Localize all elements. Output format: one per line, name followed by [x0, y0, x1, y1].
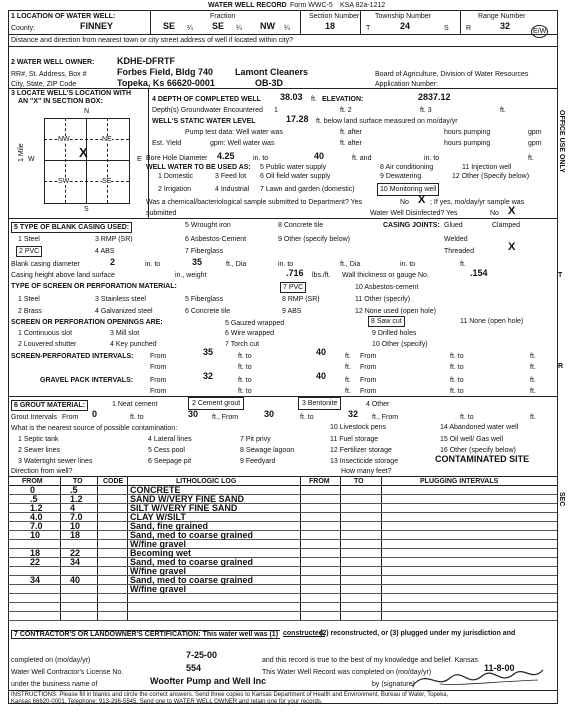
gravel-ft-to-3: ft. to [238, 388, 252, 395]
log-row-description: Becoming wet [130, 548, 192, 558]
log-header-from: FROM [22, 478, 43, 485]
log-row-from: 34 [30, 575, 41, 585]
height-in: in., weight [175, 272, 207, 279]
mile-label: 1 Mile [18, 143, 25, 162]
application-label: Application Number: [375, 81, 439, 88]
yield-after: ft. after [340, 140, 362, 147]
owner-ob: OB-3D [255, 78, 284, 88]
compass-e: E [137, 156, 142, 163]
perf-ft-to-2: ft. to [450, 353, 464, 360]
perf-from-label-3: From [150, 364, 167, 371]
screen-stainless: 3 Stainless steel [95, 296, 146, 303]
yield-hours: hours pumping [444, 140, 491, 147]
perf-label: SCREEN-PERFORATED INTERVALS: [11, 353, 134, 360]
screen-steel: 1 Steel [18, 296, 40, 303]
county-value: FINNEY [80, 21, 114, 31]
disinfected-no: No [490, 210, 499, 217]
range-label: Range Number [478, 13, 526, 20]
instructions-1: INSTRUCTIONS: Please fill in blanks and circle the correct answers. Send three copies to Kansas Department of Health and Environment, Bureau of Water, Topeka, [11, 692, 449, 698]
gravel-ft-3: ft. [345, 388, 351, 395]
contaminated-site: CONTAMINATED SITE [435, 454, 530, 464]
grout-ft-to-3: ft. to [460, 414, 474, 421]
joint-clamped: Clamped [492, 222, 521, 229]
section3-label: 3 LOCATE WELL'S LOCATION WITH [11, 90, 132, 97]
how-many-label: How many feet? [341, 468, 392, 475]
static-level: 17.28 [286, 114, 309, 124]
contam-4: 4 Lateral lines [148, 436, 192, 443]
owner-city: Topeka, Ks 66620-0001 [117, 78, 215, 88]
grout-other: 4 Other [366, 401, 390, 408]
perf-ft: ft. [345, 353, 351, 360]
screen-brass: 2 Brass [18, 308, 42, 315]
gravel-from: 32 [203, 371, 214, 381]
log-row-from: 7.0 [30, 521, 43, 531]
screen-fiberglass: 5 Fiberglass [185, 296, 224, 303]
yield-gpm: gpm: Well water was [210, 140, 275, 147]
opening-none: 11 None (open hole) [460, 318, 524, 325]
log-row-description: Sand, med to coarse grained [130, 557, 254, 567]
screen-pvc: 7 PVC [280, 282, 306, 293]
contam-10: 10 Livestock pens [330, 424, 387, 431]
contam-label: What is the nearest source of possible contamination: [11, 425, 178, 432]
casing-pvc: 2 PVC [16, 246, 42, 257]
quadrant-sw: SW [58, 178, 70, 185]
chem-tail: ; If yes, mo/day/yr sample was [430, 199, 525, 206]
township-t: T [366, 25, 371, 32]
contam-5: 5 Cess pool [148, 447, 185, 454]
contam-12: 12 Fertilizer storage [330, 447, 392, 454]
form-title: WATER WELL RECORD [208, 2, 287, 9]
township-s: S [444, 25, 449, 32]
log-row-to: .5 [70, 485, 78, 495]
screen-asbestos: 10 Asbestos-cement [355, 284, 419, 291]
perf-from-label-4: From [360, 364, 377, 371]
grout-intervals-label: Grout Intervals [11, 414, 57, 421]
grout-from-2: 30 [264, 409, 275, 419]
township-value: 24 [400, 21, 411, 31]
log-row-description: Sand, med to coarse grained [130, 530, 254, 540]
perf-from-label: From [150, 353, 167, 360]
log-row-from: 4.0 [30, 512, 43, 522]
weight-value: .716 [286, 268, 304, 278]
owner-address: Forbes Field, Bldg 740 [117, 67, 214, 77]
log-row-description: SILT W/VERY FINE SAND [130, 503, 238, 513]
thickness-value: .154 [470, 268, 488, 278]
contam-14: 14 Abandoned water well [440, 424, 519, 431]
side-sec: SEC [558, 492, 565, 507]
grout-ft: ft. [530, 414, 536, 421]
log-row-from: 0 [30, 485, 36, 495]
opening-saw: 8 Saw cut [368, 316, 405, 327]
log-row-description: W/fine gravel [130, 566, 187, 576]
distance-label: Distance and direction from nearest town or city street address of well if located within city? [11, 37, 294, 44]
diam-in-to-3: in. to [400, 261, 416, 268]
gravel-from-label: From [150, 377, 167, 384]
business-label: under the business name of [11, 681, 98, 688]
log-row-to: 10 [70, 521, 81, 531]
log-row-from: 18 [30, 548, 41, 558]
perf-from: 35 [203, 347, 214, 357]
contam-9: 9 Feedyard [240, 458, 276, 465]
log-header-to: TO [73, 478, 83, 485]
grout-bentonite: 3 Bentonite [298, 397, 341, 410]
diam-value: 2 [110, 257, 116, 267]
log-row-to: 40 [70, 575, 81, 585]
joints-label: CASING JOINTS: [383, 222, 440, 229]
diam-in-to: in. to [145, 261, 161, 268]
contam-2: 2 Sewer lines [18, 447, 61, 454]
section-box [44, 118, 130, 204]
well-depth: 38.03 [280, 92, 303, 102]
log-row-to: 4 [70, 503, 76, 513]
gravel-ft-4: ft. [530, 388, 536, 395]
submitted-label: submitted [146, 210, 177, 217]
opening-key: 4 Key punched [110, 341, 157, 348]
section-number-value: 18 [325, 21, 336, 31]
ksa-reference: KSA 82a-1212 [340, 2, 386, 9]
log-row-description: SAND W/VERY FINE SAND [130, 494, 245, 504]
chem-label: Was a chemical/bacteriological sample submitted to Department? Yes [146, 199, 363, 206]
grout-ft-to-2: ft. to [300, 414, 314, 421]
side-r: R [558, 363, 564, 370]
log-row-description: Sand, med to coarse grained [130, 575, 254, 585]
section5-label: 5 TYPE OF BLANK CASING USED: [11, 222, 132, 233]
instructions-2: Kansas 66620-0001. Telephone: 913-296-5545. Send one to WATER WELL OWNER and retain one for your records. [11, 699, 323, 705]
screen-galvanized: 4 Galvanized steel [95, 308, 153, 315]
casing-steel: 1 Steel [18, 236, 40, 243]
gravel-from-label-3: From [150, 388, 167, 395]
contam-15: 15 Oil well/ Gas well [440, 436, 504, 443]
board-label: Board of Agriculture, Division of Water Resources [375, 71, 529, 78]
openings-label: SCREEN OR PERFORATION OPENINGS ARE: [11, 319, 163, 326]
perf-ft-3: ft. [345, 364, 351, 371]
use-12: 12 Other (Specify below) [452, 173, 530, 180]
joint-welded: Welded [444, 236, 468, 243]
bore-ft: ft. [528, 155, 534, 162]
section1-label: 1 LOCATION OF WATER WELL: [11, 13, 116, 20]
yield-label: Est. Yield [152, 140, 182, 147]
use-1: 1 Domestic [158, 173, 194, 180]
log-header-plugging: PLUGGING INTERVALS [420, 478, 499, 485]
gw-ft-2: ft. 3 [420, 107, 432, 114]
license-label: Water Well Contractor's License No. [11, 669, 124, 676]
grout-ft-from: ft., From [212, 414, 239, 421]
cert-line2b: and this record is true to the best of my knowledge and belief. Kansas [262, 657, 478, 664]
section-number-label: Section Number [309, 13, 360, 20]
owner-business: Lamont Cleaners [235, 67, 309, 77]
pump-hours: hours pumping [444, 129, 491, 136]
disinfected-x: X [508, 205, 516, 217]
record-date: 11-8-00 [484, 663, 515, 673]
joint-threaded: Threaded [444, 248, 474, 255]
diam-label: Blank casing diameter [11, 261, 80, 268]
diam-to: 35 [192, 257, 203, 267]
screen-abs: 9 ABS [282, 308, 302, 315]
range-ew: E/W [531, 25, 548, 38]
gravel-label: GRAVEL PACK INTERVALS: [40, 377, 134, 384]
log-header-from-2: FROM [309, 478, 330, 485]
bore-in-to: in. to [253, 155, 269, 162]
diam-ft-dia-2: ft., Dia [340, 261, 361, 268]
screen-other: 11 Other (specify) [355, 296, 411, 303]
perf-ft-to: ft. to [238, 353, 252, 360]
log-row-to: 7.0 [70, 512, 83, 522]
elevation-label: ELEVATION: [322, 96, 364, 103]
diam-in-to-2: in. to [278, 261, 294, 268]
gw-label: Depth(s) Groundwater Encountered [152, 107, 263, 114]
gw-ft-3: ft. [500, 107, 506, 114]
height-label: Casing height above land surface [11, 272, 115, 279]
log-row-to: 34 [70, 557, 81, 567]
gw-ft-1: ft. 2 [340, 107, 352, 114]
casing-fiberglass: 7 Fiberglass [185, 248, 224, 255]
gravel-ft-to: ft. to [238, 377, 252, 384]
section2-label: 2 WATER WELL OWNER: [11, 59, 95, 66]
log-row-to: 18 [70, 530, 81, 540]
contam-6: 6 Seepage pit [148, 458, 192, 465]
contam-16: 16 Other (specify below) [440, 447, 516, 454]
side-t: T [558, 272, 563, 279]
bore-diameter: 4.25 [217, 151, 235, 161]
casing-rmp: 3 RMP (SR) [95, 236, 133, 243]
gravel-from-label-2: From [360, 377, 377, 384]
depth-ft: ft. [311, 96, 317, 103]
compass-s: S [84, 206, 89, 213]
casing-other: 9 Other (specify below) [278, 236, 350, 243]
chem-no-x: X [418, 194, 426, 206]
compass-n: N [84, 108, 90, 115]
use-10: 10 Monitoring well [377, 183, 439, 196]
opening-other: 10 Other (specify) [372, 341, 428, 348]
casing-wrought: 5 Wrought iron [185, 222, 231, 229]
log-header-code: CODE [103, 478, 124, 485]
quadrant-se: SE [102, 178, 112, 185]
range-r: R [466, 25, 472, 32]
quarter-mark-3: ¼ [284, 25, 290, 32]
cert-line1b: (2) reconstructed, or (3) plugged under my jurisdiction and [320, 630, 516, 637]
use-label: WELL WATER TO BE USED AS: [146, 164, 251, 171]
static-label: WELL'S STATIC WATER LEVEL [152, 118, 256, 125]
office-use-only: OFFICE USE ONLY [558, 110, 565, 173]
casing-asbestos: 6 Asbestos-Cement [185, 236, 247, 243]
opening-louvered: 2 Louvered shutter [18, 341, 77, 348]
pump-label: Pump test data: Well water was [185, 129, 283, 136]
opening-continuous: 1 Continuous slot [18, 330, 73, 337]
gravel-from-label-4: From [360, 388, 377, 395]
weight-lbs: lbs./ft. [312, 272, 331, 279]
casing-abs: 4 ABS [95, 248, 115, 255]
perf-ft-to-4: ft. to [450, 364, 464, 371]
use-11: 11 Injection well [462, 164, 512, 171]
quarter-2: SE [212, 21, 225, 31]
contam-11: 11 Fuel storage [330, 436, 379, 443]
perf-ft-to-3: ft. to [238, 364, 252, 371]
screen-none: 12 None used (open hole) [355, 308, 436, 315]
gravel-ft: ft. [345, 377, 351, 384]
use-5: 5 Public water supply [260, 164, 327, 171]
perf-to: 40 [316, 347, 327, 357]
threaded-x: X [508, 241, 516, 253]
contam-7: 7 Pit privy [240, 436, 271, 443]
section6-label: 6 GROUT MATERIAL: [11, 400, 88, 411]
log-row-description: CONCRETE [130, 485, 181, 495]
township-label: Township Number [375, 13, 432, 20]
contam-3: 3 Watertight sewer lines [18, 458, 93, 465]
disinfected-label: Water Well Disinfected? Yes [370, 210, 458, 217]
static-tail: ft. below land surface measured on mo/day/yr [316, 118, 458, 125]
bore-label: Bore Hole Diameter [146, 155, 208, 162]
screen-label: TYPE OF SCREEN OR PERFORATION MATERIAL: [11, 283, 177, 290]
diam-ft: ft. [460, 261, 466, 268]
log-row-description: W/fine gravel [130, 584, 187, 594]
log-header-to-2: TO [354, 478, 364, 485]
log-row-description: Sand, fine grained [130, 521, 209, 531]
form-number: Form WWC-5 [290, 2, 333, 9]
cert-line1: 7 CONTRACTOR'S OR LANDOWNER'S CERTIFICATION: This water well was (1) [11, 630, 280, 639]
log-row-from: .5 [30, 494, 38, 504]
diam-ft-dia: ft., Dia [226, 261, 247, 268]
grout-ft-from-2: ft., From [372, 414, 399, 421]
yield-gpm-2: gpm [528, 140, 542, 147]
opening-mill: 3 Mill slot [110, 330, 140, 337]
opening-wire: 6 Wire wrapped [225, 330, 275, 337]
quadrant-ne: NE [102, 136, 112, 143]
contam-1: 1 Septic tank [18, 436, 59, 443]
use-8: 8 Air conditioning [380, 164, 434, 171]
address-label: RR#, St. Address, Box # [11, 71, 87, 78]
log-row-to: 22 [70, 548, 81, 558]
bore-and: ft. and [352, 155, 372, 162]
use-2: 2 Irrigation [158, 186, 192, 193]
screen-rmp: 8 RMP (SR) [282, 296, 320, 303]
contam-8: 8 Sewage lagoon [240, 447, 295, 454]
use-4: 4 Industrial [215, 186, 250, 193]
grout-from-1: 0 [92, 409, 98, 419]
use-3: 3 Feed lot [215, 173, 247, 180]
elevation-value: 2837.12 [418, 92, 451, 102]
cert-line3b: This Water Well Record was completed on (mo/day/yr) [262, 669, 432, 676]
joint-glued: Glued [444, 222, 463, 229]
perf-ft-2: ft. [530, 353, 536, 360]
completed-date: 7-25-00 [186, 650, 218, 660]
gw-1: 1 [274, 107, 278, 114]
grout-from-label: From [62, 414, 79, 421]
pump-gpm: gpm [528, 129, 542, 136]
gravel-ft-2: ft. [530, 377, 536, 384]
log-row-from: 22 [30, 557, 41, 567]
quarter-3: NW [260, 21, 275, 31]
casing-concrete: 8 Concrete tile [278, 222, 324, 229]
grout-to-2: 32 [348, 409, 359, 419]
log-row-from: 10 [30, 530, 41, 540]
bore-in-to-2: in. to [424, 155, 440, 162]
perf-from-label-2: From [360, 353, 377, 360]
compass-w: W [28, 156, 35, 163]
grout-to-1: 30 [188, 409, 199, 419]
chem-no: No [400, 199, 409, 206]
section4-label: 4 DEPTH OF COMPLETED WELL [152, 96, 261, 103]
fraction-label: Fraction [210, 13, 236, 20]
perf-ft-4: ft. [530, 364, 536, 371]
opening-torch: 7 Torch cut [225, 341, 260, 348]
opening-drilled: 9 Drilled holes [372, 330, 417, 337]
cert-constructed: constructed, [283, 630, 326, 637]
log-row-description: CLAY W/SILT [130, 512, 186, 522]
quarter-mark-2: ¼ [236, 25, 242, 32]
pump-after: ft. after [340, 129, 362, 136]
bore-to: 40 [314, 151, 325, 161]
use-7: 7 Lawn and garden (domestic) [260, 186, 355, 193]
range-value: 32 [500, 21, 511, 31]
completed-label: completed on (mo/day/yr) [11, 657, 91, 664]
log-row-to: 1.2 [70, 494, 83, 504]
location-mark: X [79, 145, 88, 160]
log-row-description: W/fine gravel [130, 539, 187, 549]
use-6: 6 Oil field water supply [260, 173, 331, 180]
signature-image [410, 664, 545, 692]
owner-name: KDHE-DFRTF [117, 56, 175, 66]
quadrant-nw: NW [58, 136, 70, 143]
county-label: County: [11, 25, 36, 32]
direction-label: Direction from well? [11, 468, 73, 475]
grout-neat: 1 Neat cement [112, 401, 158, 408]
signature-label: by (signature) [372, 681, 415, 688]
gravel-ft-to-4: ft. to [450, 388, 464, 395]
business-name: Woofter Pump and Well Inc [150, 676, 267, 686]
log-header-lithologic: LITHOLOGIC LOG [176, 478, 237, 485]
opening-gauzed: 5 Gauzed wrapped [225, 320, 285, 327]
thickness-label: Wall thickness or gauge No. [342, 272, 429, 279]
use-9: 9 Dewatering [380, 173, 422, 180]
log-row-from: 1.2 [30, 503, 43, 513]
section3-label-2: AN "X" IN SECTION BOX: [18, 98, 103, 105]
grout-ft-to-1: ft. to [130, 414, 144, 421]
quarter-mark-1: ¼ [187, 25, 193, 32]
gravel-to: 40 [316, 371, 327, 381]
contam-13: 13 Insecticide storage [330, 458, 399, 465]
city-label: City, State, ZIP Code [11, 81, 77, 88]
grout-cement: 2 Cement grout [188, 397, 244, 410]
screen-concrete: 6 Concrete tile [185, 308, 231, 315]
gravel-ft-to-2: ft. to [450, 377, 464, 384]
quarter-1: SE [163, 21, 176, 31]
license-number: 554 [186, 663, 202, 673]
